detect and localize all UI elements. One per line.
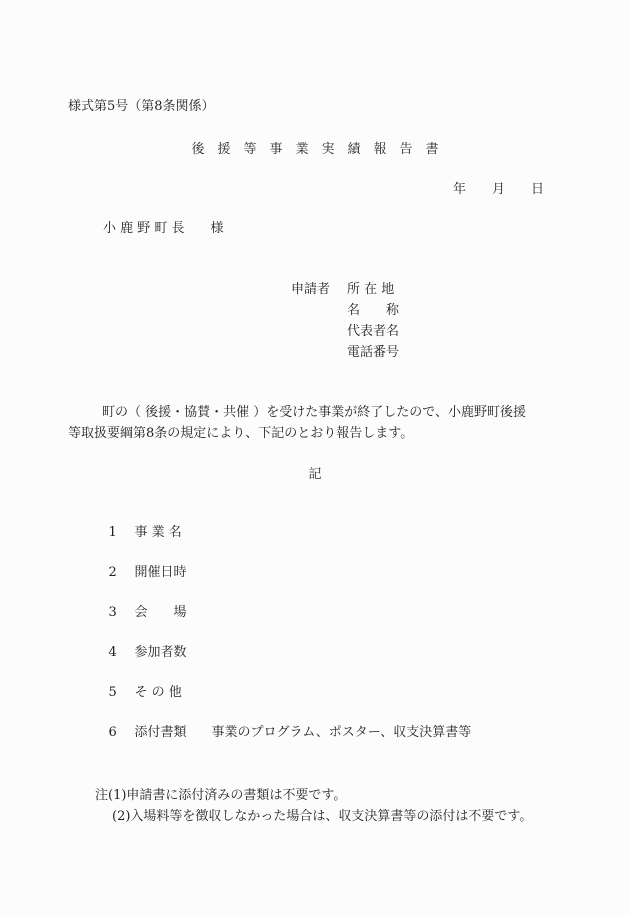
item-label: 事 業 名 [134, 525, 182, 540]
item-number: 5 [108, 685, 117, 700]
item-number: 3 [108, 605, 117, 620]
item-label: そ の 他 [134, 685, 182, 700]
item-number: 6 [108, 725, 117, 740]
item-label: 参加者数 [134, 645, 187, 660]
applicant-field-address: 所 在 地 [347, 282, 395, 297]
item-number: 4 [108, 645, 117, 660]
item-label: 添付書類 [134, 725, 187, 740]
applicant-label: 申請者 [291, 282, 331, 297]
item-label: 会 場 [134, 605, 187, 620]
item-number: 1 [108, 525, 117, 540]
addressee: 小 鹿 野 町 長 様 [103, 221, 224, 236]
body-paragraph-line1: 町の（ 後援・協賛・共催 ）を受けた事業が終了したので、小鹿野町後援 [102, 405, 527, 420]
applicant-field-phone: 電話番号 [347, 345, 400, 360]
footnote-2: (2)入場料等を徴収しなかった場合は、収支決算書等の添付は不要です。 [112, 809, 533, 824]
item-number: 2 [108, 565, 117, 580]
item-value: 事業のプログラム、ポスター、収支決算書等 [211, 725, 472, 740]
date-line: 年 月 日 [452, 182, 544, 197]
item-label: 開催日時 [134, 565, 187, 580]
applicant-field-name: 名 称 [347, 303, 400, 318]
body-paragraph-line2: 等取扱要綱第8条の規定により、下記のとおり報告します。 [68, 426, 414, 441]
item-row-attachments [92, 706, 471, 755]
record-heading: 記 [308, 467, 322, 482]
document-title: 後 援 等 事 業 実 績 報 告 書 [191, 142, 439, 157]
form-number: 様式第5号（第8条関係） [68, 99, 215, 114]
applicant-field-representative: 代表者名 [347, 324, 400, 339]
footnote-1: 注(1)申請書に添付済みの書類は不要です。 [95, 788, 347, 803]
